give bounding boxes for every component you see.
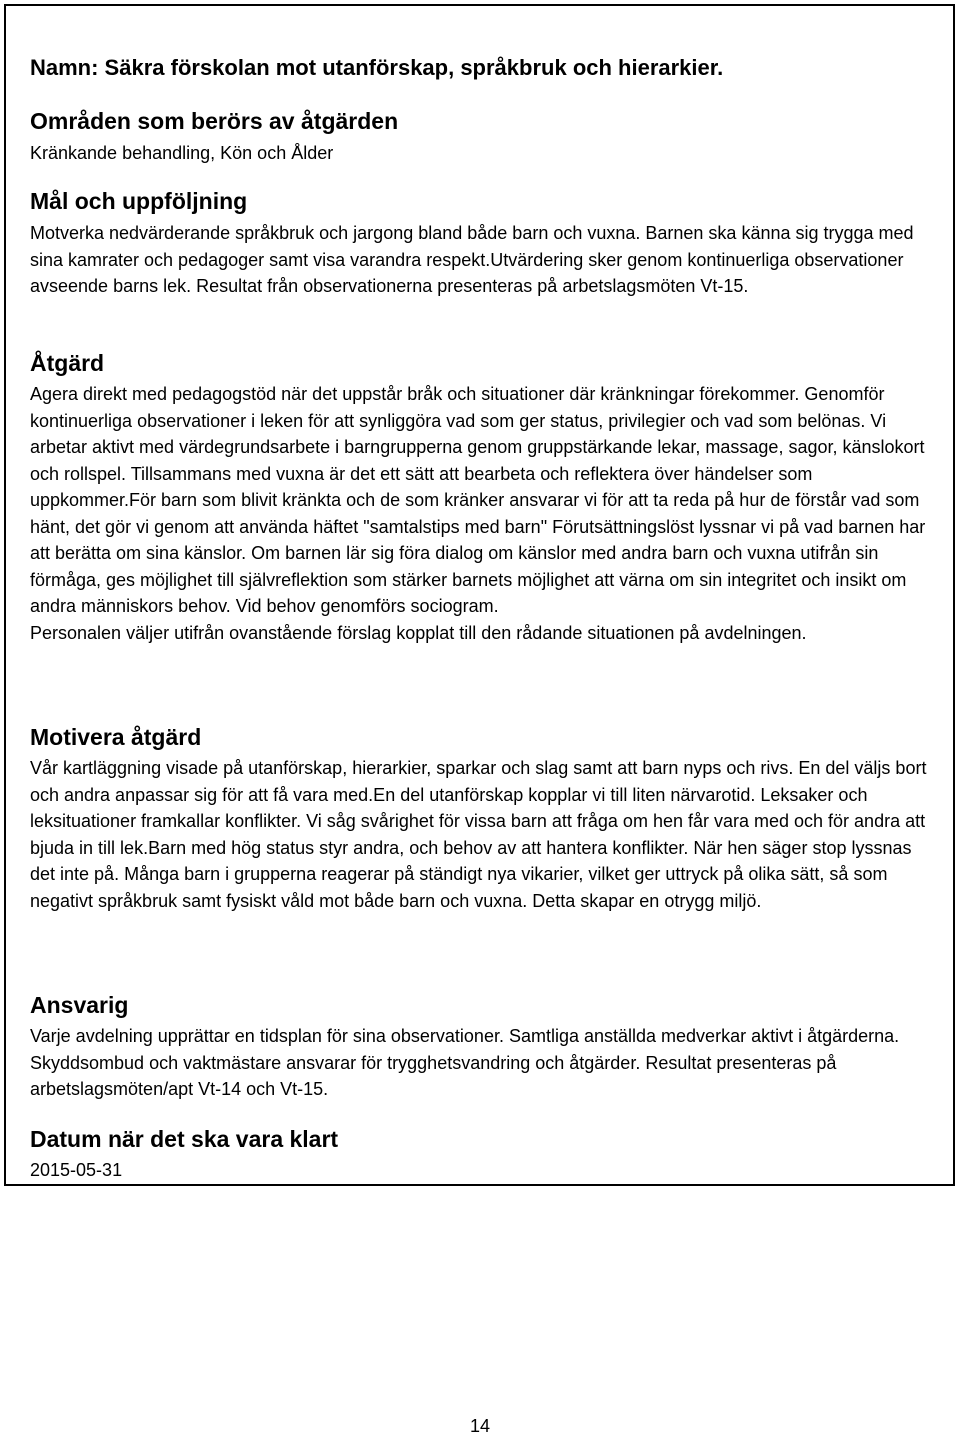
- text-mal: Motverka nedvärderande språkbruk och jargong bland både barn och vuxna. Barnen ska känna sig trygga med sina kamrater och pedagoger samt visa varandra respekt.Utvärdering sker genom kontinuerliga observationer avseende barns lek. Resultat från observationerna presenteras på arbetslagsmöten Vt-15.: [30, 223, 914, 296]
- heading-omraden: Områden som berörs av åtgärden: [30, 108, 399, 134]
- document-title: Namn: Säkra förskolan mot utanförskap, språkbruk och hierarkier.: [30, 55, 724, 80]
- page-number: 14: [469, 1416, 491, 1436]
- heading-datum: Datum när det ska vara klart: [30, 1126, 339, 1152]
- text-ansvarig: Varje avdelning upprättar en tidsplan för sina observationer. Samtliga anställda medverkar aktivt i åtgärderna. Skyddsombud och vaktmästare ansvarar för trygghetsvandring och åtgärder. Resultat presenteras på arbetslagsmöten/apt Vt-14 och Vt-15.: [30, 1026, 900, 1099]
- text-datum: 2015-05-31: [30, 1160, 123, 1180]
- text-omraden: Kränkande behandling, Kön och Ålder: [30, 143, 334, 163]
- heading-ansvarig: Ansvarig: [30, 992, 129, 1018]
- text-atgard: Agera direkt med pedagogstöd när det uppstår bråk och situationer där kränkningar förekommer. Genomför kontinuerliga observationer i leken för att synliggöra vad som ger status, privilegier och vad som belönas. Vi arbetar aktivt med värdegrundsarbete i barngrupperna genom gruppstärkande lekar, massage, sagor, känslokort och rollspel. Tillsammans med vuxna är det ett sätt att bearbeta och reflektera över händelser som uppkommer.För barn som blivit kränkta och de som kränker ansvarar vi för att ta reda på hur de förstår vad som hänt, det gör vi genom att använda häftet "samtalstips med barn" Förutsättningslöst lyssnar vi på vad barnen har att berätta om sina känslor. Om barnen lär sig föra dialog om känslor med andra barn och vuxna utifrån sin förmåga, ges möjlighet till självreflektion som stärker barnets möjlighet att värna om sin integritet och insikt om andra människors behov. Vid behov genomförs sociogram. Personalen väljer utifrån ovanstående förslag kopplat till den rådande situationen på avdelningen.: [30, 384, 926, 643]
- heading-atgard: Åtgärd: [30, 350, 105, 376]
- heading-motivera: Motivera åtgärd: [30, 724, 202, 750]
- heading-mal: Mål och uppföljning: [30, 188, 248, 214]
- text-motivera: Vår kartläggning visade på utanförskap, hierarkier, sparkar och slag samt att barn nyps och rivs. En del väljs bort och andra anpassar sig för att få vara med.En del utanförskap kopplar vi till liten närvarotid. Leksaker och leksituationer framkallar konflikter. Vi såg svårighet för vissa barn att fråga om hen får vara med och för andra att bjuda in till lek.Barn med hög status styr andra, och behov av att hantera konflikter. När hen säger stop lyssnas det inte på. Många barn i grupperna reagerar på ständigt nya vikarier, vilket ger uttryck på olika sätt, så som negativt språkbruk samt fysiskt våld mot både barn och vuxna. Detta skapar en otrygg miljö.: [30, 758, 927, 911]
